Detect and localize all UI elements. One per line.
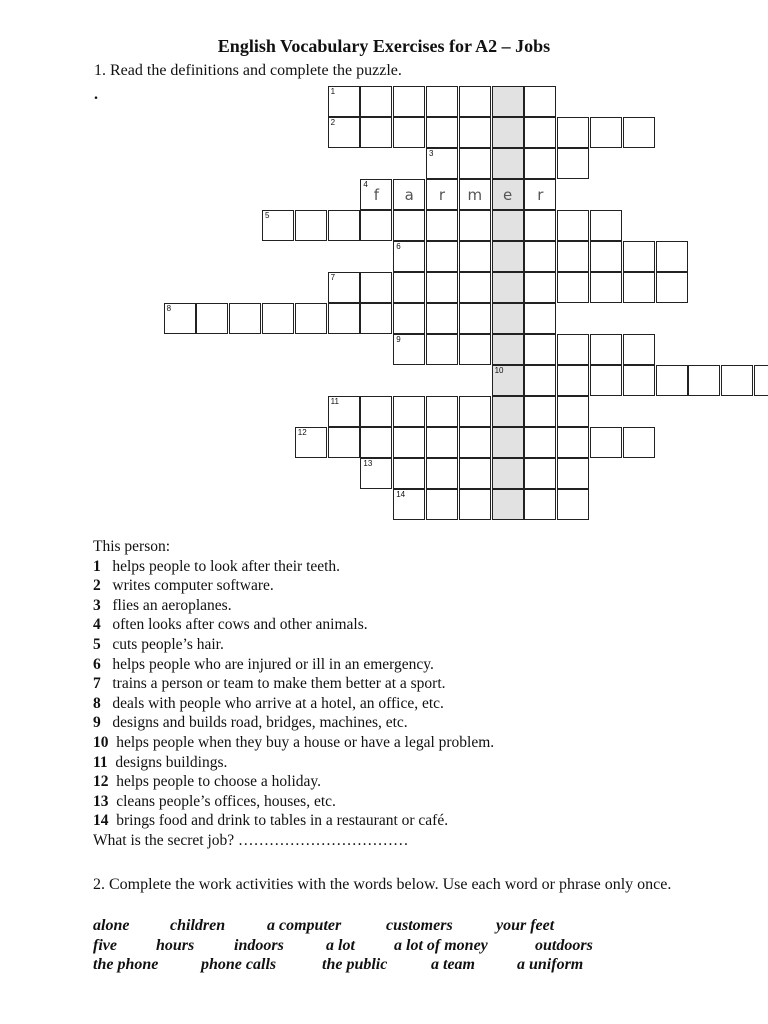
clue-number-label: 6 [396,242,401,251]
filled-letter: f [373,186,380,204]
secret-column-cell[interactable] [492,427,524,458]
clue-text: helps people to choose a holiday. [116,773,321,791]
clue-number-label: 9 [396,335,401,344]
crossword-cell[interactable] [590,272,622,303]
secret-column-cell[interactable] [492,396,524,427]
word-bank-item: the phone [93,956,159,973]
crossword-cell[interactable] [426,489,458,520]
crossword-cell[interactable] [557,427,589,458]
secret-column-cell[interactable] [492,334,524,365]
crossword-cell[interactable] [426,272,458,303]
crossword-cell[interactable] [524,210,556,241]
word-bank-item: a lot [326,936,355,954]
crossword-cell[interactable] [262,210,294,241]
clue-text: designs and builds road, bridges, machines, etc. [112,714,408,732]
crossword-cell[interactable] [459,241,491,272]
crossword-cell[interactable] [393,86,425,117]
crossword-cell[interactable] [393,210,425,241]
crossword-cell[interactable] [393,117,425,148]
word-bank-item: indoors [234,936,284,954]
stray-dot: . [94,86,98,103]
clue-number-label: 4 [363,180,368,189]
clue-item [93,576,494,596]
crossword-cell[interactable] [688,365,720,396]
crossword-cell[interactable] [426,148,458,179]
word-bank-item: five [93,936,117,954]
clue-number-label: 1 [330,87,336,96]
crossword-cell[interactable] [557,241,589,272]
secret-column-cell[interactable] [492,86,524,117]
crossword-cell[interactable] [524,303,556,334]
clue-list [93,537,494,851]
word-bank-item: phone calls [201,956,277,973]
secret-column-cell[interactable] [492,272,524,303]
word-bank-item: a computer [267,917,342,934]
secret-column-cell[interactable] [492,179,524,210]
crossword-cell[interactable] [557,396,589,427]
crossword-cell[interactable] [459,303,491,334]
crossword-cell[interactable] [459,427,491,458]
crossword-cell[interactable] [426,396,458,427]
crossword-cell[interactable] [524,179,556,210]
crossword-cell[interactable] [360,427,392,458]
crossword-cell[interactable] [164,303,196,334]
clue-item [93,674,494,694]
secret-column-cell[interactable] [492,210,524,241]
crossword-cell[interactable] [459,117,491,148]
crossword-cell[interactable] [623,427,655,458]
crossword-cell[interactable] [328,303,360,334]
crossword-cell[interactable] [426,303,458,334]
crossword-cell[interactable] [360,303,392,334]
crossword-cell[interactable] [524,396,556,427]
page-title: English Vocabulary Exercises for A2 – Jobs [217,36,551,56]
secret-column-cell[interactable] [492,458,524,489]
filled-letter: m [467,186,483,204]
clue-number: 14 [93,812,109,830]
crossword-cell[interactable] [196,303,228,334]
crossword-cell[interactable] [557,458,589,489]
crossword-cell[interactable] [360,117,392,148]
clue-text: helps people when they buy a house or have a legal problem. [116,733,495,751]
secret-column-cell[interactable] [492,303,524,334]
clue-item [93,635,494,655]
clue-text: designs buildings. [115,753,228,771]
crossword-cell[interactable] [590,117,622,148]
clue-number: 2 [93,577,101,595]
crossword-cell[interactable] [360,86,392,117]
crossword-cell[interactable] [524,427,556,458]
clue-number-label: 8 [166,304,172,313]
crossword-cell[interactable] [459,179,491,210]
clue-text: trains a person or team to make them better at a sport. [112,675,446,693]
clue-text: helps people to look after their teeth. [112,557,341,575]
clue-number-label: 12 [297,428,307,437]
crossword-cell[interactable] [459,148,491,179]
crossword-cell[interactable] [459,86,491,117]
clue-text: brings food and drink to tables in a restaurant or café. [116,812,449,830]
crossword-cell[interactable] [426,458,458,489]
crossword-cell[interactable] [557,365,589,396]
crossword-cell[interactable] [426,179,458,210]
crossword-cell[interactable] [262,303,294,334]
crossword-cell[interactable] [459,489,491,520]
exercise2-instruction: 2. Complete the work activities with the words below. Use each word or phrase only once. [93,876,672,893]
crossword-cell[interactable] [393,396,425,427]
crossword-cell[interactable] [426,117,458,148]
clue-number-label: 3 [429,149,434,158]
crossword-cell[interactable] [295,303,327,334]
clue-item [93,753,494,773]
clue-number-label: 5 [265,211,270,220]
clue-item [93,694,494,714]
crossword-cell[interactable] [590,210,622,241]
crossword-cell[interactable] [426,86,458,117]
word-bank-item: a uniform [517,956,584,973]
crossword-cell[interactable] [721,365,753,396]
clue-text: often looks after cows and other animals. [112,616,368,634]
word-bank-item: a team [431,956,475,973]
clue-number: 10 [93,733,109,751]
crossword-cell[interactable] [590,334,622,365]
crossword-cell[interactable] [590,427,622,458]
crossword-cell[interactable] [328,272,360,303]
crossword-cell[interactable] [393,241,425,272]
crossword-cell[interactable] [524,334,556,365]
crossword-cell[interactable] [623,334,655,365]
secret-job-question[interactable]: What is the secret job? …………………………… [93,831,409,849]
clue-number: 8 [93,694,101,712]
crossword-cell[interactable] [328,427,360,458]
crossword-cell[interactable] [754,365,768,396]
crossword-cell[interactable] [590,241,622,272]
secret-column-cell[interactable] [492,489,524,520]
crossword-cell[interactable] [393,489,425,520]
crossword-cell[interactable] [656,365,688,396]
clue-number: 5 [93,635,101,653]
crossword-cell[interactable] [623,117,655,148]
word-bank-item: alone [93,917,130,934]
crossword-cell[interactable] [393,179,425,210]
crossword-cell[interactable] [524,489,556,520]
filled-letter: r [537,186,544,204]
clue-item [93,811,494,831]
crossword-cell[interactable] [623,272,655,303]
secret-column-cell[interactable] [492,148,524,179]
crossword-cell[interactable] [623,365,655,396]
crossword-cell[interactable] [656,272,688,303]
crossword-cell[interactable] [459,458,491,489]
clue-text: helps people who are injured or ill in an emergency. [112,655,434,673]
clue-text: writes computer software. [112,577,274,595]
clue-number-label: 7 [330,273,336,282]
crossword-cell[interactable] [524,458,556,489]
clue-text: flies an aeroplanes. [112,596,232,614]
clue-number-label: 2 [330,118,336,127]
crossword-cell[interactable] [393,427,425,458]
crossword-cell[interactable] [393,272,425,303]
filled-letter: a [404,186,414,204]
crossword-cell[interactable] [360,179,392,210]
clue-text: cleans people’s offices, houses, etc. [116,792,336,810]
crossword-cell[interactable] [459,334,491,365]
clue-number: 11 [93,753,108,771]
word-bank-item: your feet [496,917,555,934]
clue-number: 7 [93,675,101,693]
crossword-cell[interactable] [328,117,360,148]
crossword-cell[interactable] [360,272,392,303]
crossword-cell[interactable] [524,272,556,303]
crossword-cell[interactable] [557,334,589,365]
crossword-cell[interactable] [229,303,261,334]
word-bank-item: customers [386,917,453,934]
clue-number-label: 10 [494,366,504,375]
crossword-cell[interactable] [557,210,589,241]
crossword-cell[interactable] [656,241,688,272]
clue-item [93,772,494,792]
crossword-cell[interactable] [557,117,589,148]
clue-item [93,733,494,753]
word-bank-item: hours [156,936,195,954]
clue-number: 9 [93,714,101,732]
clue-number: 12 [93,773,109,791]
secret-column-cell[interactable] [492,241,524,272]
filled-letter: r [438,186,446,204]
clue-item [93,615,494,635]
crossword-cell[interactable] [295,210,327,241]
exercise1-instruction: 1. Read the definitions and complete the puzzle. [94,62,402,79]
clue-number: 1 [93,557,101,575]
secret-column-cell[interactable] [492,117,524,148]
word-bank-item: outdoors [535,936,593,954]
clue-number-label: 13 [363,459,373,468]
crossword-cell[interactable] [360,396,392,427]
crossword-cell[interactable] [426,427,458,458]
clue-item [93,713,494,733]
crossword-cell[interactable] [360,458,392,489]
crossword-cell[interactable] [426,241,458,272]
crossword-cell[interactable] [590,365,622,396]
clue-number: 13 [93,792,109,810]
crossword-cell[interactable] [426,210,458,241]
word-bank-item: the public [322,956,388,973]
crossword-cell[interactable] [459,396,491,427]
crossword-cell[interactable] [557,489,589,520]
crossword-cell[interactable] [524,365,556,396]
clue-text: cuts people’s hair. [112,635,224,653]
crossword-cell[interactable] [557,272,589,303]
filled-letter: e [502,186,513,204]
clue-item [93,655,494,675]
crossword-cell[interactable] [328,210,360,241]
crossword-cell[interactable] [426,334,458,365]
clue-number: 4 [93,616,101,634]
secret-column-cell[interactable] [492,365,524,396]
clue-text: deals with people who arrive at a hotel, an office, etc. [112,694,444,712]
clue-number: 3 [93,596,101,614]
crossword-cell[interactable] [524,117,556,148]
crossword-cell[interactable] [393,303,425,334]
crossword-cell[interactable] [623,241,655,272]
crossword-cell[interactable] [524,148,556,179]
crossword-cell[interactable] [295,427,327,458]
crossword-cell[interactable] [393,458,425,489]
crossword-cell[interactable] [459,210,491,241]
clue-number-label: 11 [330,397,339,406]
crossword-cell[interactable] [524,241,556,272]
clue-number-label: 14 [396,490,406,499]
word-bank-item: a lot of money [394,936,488,954]
clue-item [93,557,494,577]
crossword-cell[interactable] [459,272,491,303]
crossword-cell[interactable] [557,148,589,179]
word-bank-item: children [170,917,226,934]
crossword-cell[interactable] [360,210,392,241]
crossword-cell[interactable] [524,86,556,117]
clue-intro: This person: [93,538,171,555]
clue-item [93,792,494,812]
crossword-cell[interactable] [328,86,360,117]
crossword-cell[interactable] [393,334,425,365]
clue-number: 6 [93,655,101,673]
crossword-cell[interactable] [328,396,360,427]
clue-item [93,596,494,616]
